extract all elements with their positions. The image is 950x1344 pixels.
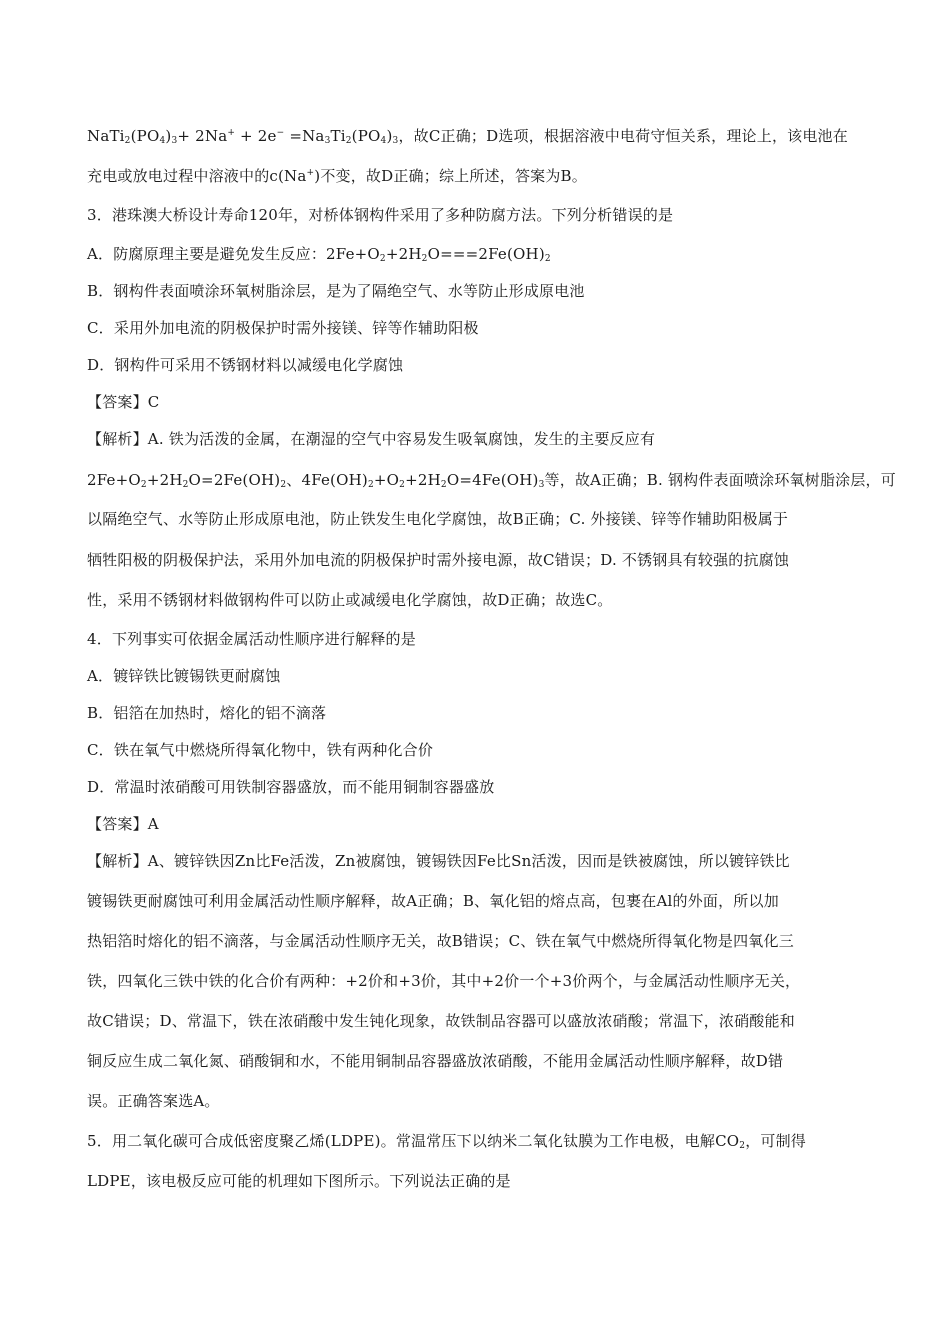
text-line: $2Fe+O_2+2H_2O=2Fe(OH)_2$、$4Fe(OH)_2+O_2+2H_2O=4Fe(OH)_3$等，故A正确；B. 钢构件表面喷涂环氧树脂涂层，可 <box>87 471 896 490</box>
question-3-option-a: A．防腐原理主要是避免发生反应：$2Fe+O_2+2H_2O===2Fe(OH)_2$ <box>87 245 551 264</box>
question-3-answer: 【答案】C <box>87 393 160 411</box>
question-4-option-a: A．镀锌铁比镀锡铁更耐腐蚀 <box>87 667 281 685</box>
text-line: 误。正确答案选A。 <box>87 1092 220 1110</box>
text-line: 铜反应生成二氧化氮、硝酸铜和水，不能用铜制品容器盛放浓硝酸，不能用金属活动性顺序解释，故D错 <box>87 1052 784 1070</box>
question-3-option-c: C．采用外加电流的阴极保护时需外接镁、锌等作辅助阳极 <box>87 319 479 337</box>
question-4-stem: 4．下列事实可依据金属活动性顺序进行解释的是 <box>87 630 416 648</box>
question-3-stem: 3．港珠澳大桥设计寿命120年，对桥体钢构件采用了多种防腐方法。下列分析错误的是 <box>87 206 674 224</box>
question-4-option-c: C．铁在氧气中燃烧所得氧化物中，铁有两种化合价 <box>87 741 434 759</box>
text-line: $NaTi_2(PO_4)_3+ 2Na^+ + 2e^- =Na_3Ti_2(PO_4)_3$，故C正确；D选项，根据溶液中电荷守恒关系，理论上，该电池在 <box>87 127 848 146</box>
question-4-answer: 【答案】A <box>87 815 159 833</box>
question-3-option-d: D．钢构件可采用不锈钢材料以减缓电化学腐蚀 <box>87 356 404 374</box>
question-4-explanation: 【解析】A、镀锌铁因Zn比Fe活泼，Zn被腐蚀，镀锡铁因Fe比Sn活泼，因而是铁被腐蚀，所以镀锌铁比 <box>87 852 790 870</box>
text-line: LDPE，该电极反应可能的机理如下图所示。下列说法正确的是 <box>87 1172 511 1190</box>
text-line: 性，采用不锈钢材料做钢构件可以防止或减缓电化学腐蚀，故D正确；故选C。 <box>87 591 613 609</box>
question-5-stem: 5．用二氧化碳可合成低密度聚乙烯(LDPE)。常温常压下以纳米二氧化钛膜为工作电极，电解$CO_2$，可制得 <box>87 1132 807 1151</box>
question-4-option-b: B．铝箔在加热时，熔化的铝不滴落 <box>87 704 327 722</box>
text-line: 故C错误；D、常温下，铁在浓硝酸中发生钝化现象，故铁制品容器可以盛放浓硝酸；常温下，浓硝酸能和 <box>87 1012 795 1030</box>
text-line: 以隔绝空气、水等防止形成原电池，防止铁发生电化学腐蚀，故B正确；C. 外接镁、锌等作辅助阳极属于 <box>87 510 789 528</box>
text-line: 牺牲阳极的阴极保护法，采用外加电流的阴极保护时需外接电源，故C错误；D. 不锈钢具有较强的抗腐蚀 <box>87 551 790 569</box>
text-line: 热铝箔时熔化的铝不滴落，与金属活动性顺序无关，故B错误；C、铁在氧气中燃烧所得氧化物是四氧化三 <box>87 932 794 950</box>
question-4-option-d: D．常温时浓硝酸可用铁制容器盛放，而不能用铜制容器盛放 <box>87 778 495 796</box>
text-line: 镀锡铁更耐腐蚀可利用金属活动性顺序解释，故A正确；B、氧化铝的熔点高，包裹在Al的外面，所以加 <box>87 892 779 910</box>
question-3-explanation: 【解析】A. 铁为活泼的金属，在潮湿的空气中容易发生吸氧腐蚀，发生的主要反应有 <box>87 430 656 448</box>
text-line: 充电或放电过程中溶液中的c(Na+)不变，故D正确；综上所述，答案为B。 <box>87 167 587 185</box>
question-3-option-b: B．钢构件表面喷涂环氧树脂涂层，是为了隔绝空气、水等防止形成原电池 <box>87 282 585 300</box>
text-line: 铁，四氧化三铁中铁的化合价有两种：+2价和+3价，其中+2价一个+3价两个，与金属活动性顺序无关， <box>87 972 801 990</box>
